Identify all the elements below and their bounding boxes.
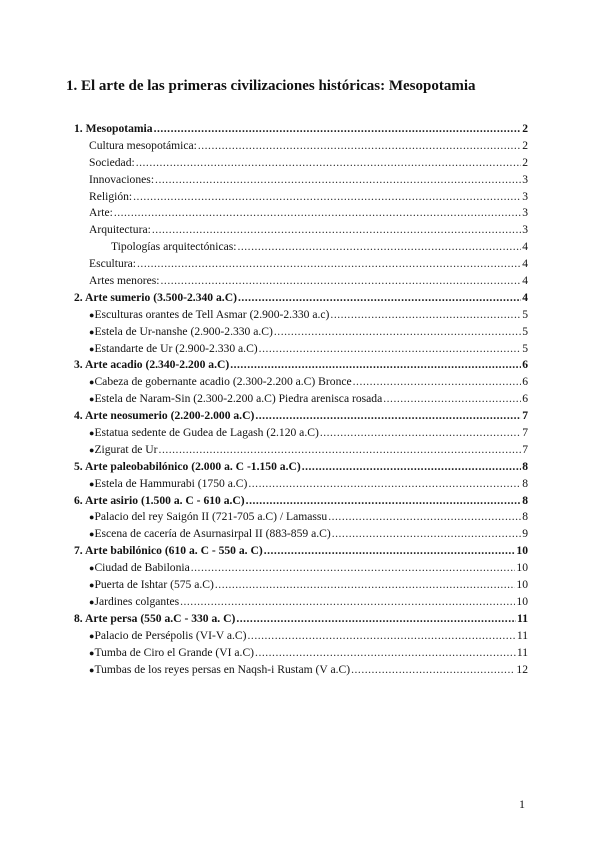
toc-entry[interactable] <box>74 342 528 359</box>
page-number: 1 <box>519 797 525 811</box>
toc-entry-label: Estatua sedente de Gudea de Lagash (2.120 a.C) <box>94 426 319 440</box>
toc-dot-leader <box>264 544 516 557</box>
toc-entry-page: 4 <box>522 274 528 288</box>
toc-entry-label: Palacio de Persépolis (VI-V a.C) <box>94 628 247 642</box>
bullet-icon: ● <box>89 512 95 523</box>
bullet-icon: ● <box>89 630 95 641</box>
toc-dot-leader <box>351 663 515 676</box>
toc-entry-page: 2 <box>522 155 528 169</box>
toc-entry[interactable] <box>74 443 528 460</box>
toc-entry-page: 9 <box>522 527 528 541</box>
toc-entry-label: Estela de Hammurabi (1750 a.C) <box>94 476 248 490</box>
toc-entry-page: 2 <box>522 138 528 152</box>
toc-entry-page: 3 <box>522 172 528 186</box>
toc-entry-page: 3 <box>522 206 528 220</box>
bullet-icon: ● <box>89 596 95 607</box>
toc-entry-label: Jardines colgantes <box>94 594 180 608</box>
toc-dot-leader <box>332 527 521 540</box>
toc-entry[interactable] <box>74 663 528 680</box>
toc-entry[interactable] <box>74 392 528 409</box>
toc-entry-page: 5 <box>522 341 528 355</box>
toc-entry-label: 4. Arte neosumerio (2.200-2.000 a.C) <box>74 409 255 423</box>
toc-entry-page: 12 <box>516 662 528 676</box>
toc-entry-page: 8 <box>522 510 528 524</box>
toc-entry[interactable] <box>74 173 528 190</box>
toc-entry[interactable] <box>74 477 528 494</box>
toc-dot-leader <box>383 392 521 405</box>
toc-entry-label: Arquitectura: <box>89 223 151 237</box>
toc-entry-page: 4 <box>522 290 528 304</box>
toc-entry-page: 8 <box>522 459 528 473</box>
toc-entry-page: 10 <box>516 544 528 558</box>
toc-entry[interactable] <box>74 223 528 240</box>
bullet-icon: ● <box>89 377 95 388</box>
toc-entry-page: 3 <box>522 189 528 203</box>
toc-entry[interactable] <box>74 257 528 274</box>
toc-dot-leader <box>302 460 521 473</box>
toc-dot-leader <box>133 190 521 203</box>
toc-entry-page: 6 <box>522 358 528 372</box>
toc-entry-label: Religión: <box>89 189 133 203</box>
toc-dot-leader <box>154 122 522 135</box>
toc-entry-label: Tipologías arquitectónicas: <box>111 240 237 254</box>
toc-entry-label: Arte: <box>89 206 113 220</box>
toc-entry-page: 4 <box>522 240 528 254</box>
toc-entry[interactable] <box>74 561 528 578</box>
toc-entry[interactable] <box>74 544 528 561</box>
toc-entry-label: Esculturas orantes de Tell Asmar (2.900-2.330 a.c) <box>94 307 330 321</box>
toc-entry-page: 6 <box>522 375 528 389</box>
toc-entry-page: 8 <box>522 493 528 507</box>
toc-entry-label: Estandarte de Ur (2.900-2.330 a.C) <box>94 341 258 355</box>
toc-entry-page: 4 <box>522 257 528 271</box>
toc-entry-label: 5. Arte paleobabilónico (2.000 a. C -1.150 a.C) <box>74 459 301 473</box>
toc-entry-label: Cabeza de gobernante acadio (2.300-2.200 a.C) Bronce <box>94 375 352 389</box>
toc-entry[interactable] <box>74 139 528 156</box>
toc-dot-leader <box>191 561 516 574</box>
toc-dot-leader <box>246 494 522 507</box>
toc-dot-leader <box>159 443 522 456</box>
toc-entry-label: 3. Arte acadio (2.340-2.200 a.C) <box>74 358 230 372</box>
toc-dot-leader <box>248 629 516 642</box>
toc-entry-label: Tumbas de los reyes persas en Naqsh-i Rustam (V a.C) <box>94 662 351 676</box>
toc-dot-leader <box>230 358 521 371</box>
toc-dot-leader <box>155 173 521 186</box>
toc-entry-label: Escena de cacería de Asurnasirpal II (883-859 a.C) <box>94 527 331 541</box>
toc-dot-leader <box>259 342 522 355</box>
toc-entry-page: 11 <box>516 645 528 659</box>
toc-entry-page: 5 <box>522 307 528 321</box>
toc-entry-label: Palacio del rey Saigón II (721-705 a.C) / Lamassu <box>94 510 328 524</box>
toc-dot-leader <box>274 325 521 338</box>
toc-entry-page: 10 <box>516 594 528 608</box>
toc-entry-page: 11 <box>517 611 528 625</box>
toc-entry-page: 7 <box>522 426 528 440</box>
bullet-icon: ● <box>89 309 95 320</box>
toc-dot-leader <box>328 510 521 523</box>
toc-entry-label: Sociedad: <box>89 155 135 169</box>
toc-entry-label: Artes menores: <box>89 274 160 288</box>
toc-dot-leader <box>237 240 521 253</box>
toc-entry[interactable] <box>74 122 528 139</box>
toc-entry-label: Estela de Ur-nanshe (2.900-2.330 a.C) <box>94 324 273 338</box>
toc-entry[interactable] <box>74 460 528 477</box>
toc-dot-leader <box>215 578 516 591</box>
toc-entry-page: 2 <box>522 122 528 135</box>
toc-entry[interactable] <box>74 426 528 443</box>
toc-entry[interactable] <box>74 274 528 291</box>
toc-dot-leader <box>238 291 521 304</box>
toc-dot-leader <box>114 206 521 219</box>
toc-entry[interactable] <box>74 612 528 629</box>
toc-entry-page: 6 <box>522 392 528 406</box>
bullet-icon: ● <box>89 563 95 574</box>
toc-entry[interactable] <box>74 578 528 595</box>
bullet-icon: ● <box>89 580 95 591</box>
toc-entry[interactable] <box>74 358 528 375</box>
bullet-icon: ● <box>89 444 95 455</box>
bullet-icon: ● <box>89 529 95 540</box>
toc-dot-leader <box>255 409 521 422</box>
toc-entry-page: 11 <box>516 628 528 642</box>
toc-entry-label: Puerta de Ishtar (575 a.C) <box>94 578 214 592</box>
toc-dot-leader <box>353 375 522 388</box>
bullet-icon: ● <box>89 343 95 354</box>
toc-entry-page: 10 <box>516 578 528 592</box>
toc-entry[interactable] <box>74 494 528 511</box>
toc-entry-page: 3 <box>522 223 528 237</box>
toc-entry[interactable] <box>74 629 528 646</box>
toc-entry-page: 8 <box>522 476 528 490</box>
bullet-icon: ● <box>89 664 95 675</box>
toc-entry-label: Cultura mesopotámica: <box>89 138 197 152</box>
toc-dot-leader <box>255 646 516 659</box>
toc-dot-leader <box>236 612 516 625</box>
toc-entry-label: Escultura: <box>89 257 137 271</box>
toc-dot-leader <box>330 308 521 321</box>
toc-entry-page: 10 <box>516 561 528 575</box>
toc-entry-label: Zigurat de Ur <box>94 442 158 456</box>
toc-entry[interactable] <box>74 595 528 612</box>
toc-entry-page: 7 <box>522 442 528 456</box>
table-of-contents <box>74 122 528 679</box>
toc-entry-label: Ciudad de Babilonia <box>94 561 190 575</box>
bullet-icon: ● <box>89 394 95 405</box>
toc-entry[interactable] <box>74 156 528 173</box>
toc-entry[interactable] <box>74 308 528 325</box>
toc-dot-leader <box>161 274 522 287</box>
toc-dot-leader <box>136 156 521 169</box>
toc-entry-label: 1. Mesopotamia <box>74 122 153 135</box>
toc-entry[interactable] <box>74 646 528 663</box>
toc-dot-leader <box>137 257 521 270</box>
toc-entry-label: Tumba de Ciro el Grande (VI a.C) <box>94 645 255 659</box>
toc-entry[interactable] <box>74 527 528 544</box>
toc-entry-page: 7 <box>522 409 528 423</box>
toc-entry-page: 5 <box>522 324 528 338</box>
toc-dot-leader <box>180 595 515 608</box>
toc-entry-label: 7. Arte babilónico (610 a. C - 550 a. C) <box>74 544 263 558</box>
toc-entry-label: 6. Arte asirio (1.500 a. C - 610 a.C) <box>74 493 245 507</box>
bullet-icon: ● <box>89 478 95 489</box>
document-title: 1. El arte de las primeras civilizaciones históricas: Mesopotamia <box>66 78 476 94</box>
toc-entry[interactable] <box>74 409 528 426</box>
bullet-icon: ● <box>89 647 95 658</box>
toc-entry[interactable] <box>74 240 528 257</box>
toc-entry-label: Innovaciones: <box>89 172 155 186</box>
toc-dot-leader <box>248 477 521 490</box>
toc-dot-leader <box>198 139 521 152</box>
toc-entry[interactable] <box>74 190 528 207</box>
toc-dot-leader <box>320 426 521 439</box>
bullet-icon: ● <box>89 326 95 337</box>
toc-entry-label: 8. Arte persa (550 a.C - 330 a. C) <box>74 611 236 625</box>
toc-entry[interactable] <box>74 206 528 223</box>
toc-entry-label: 2. Arte sumerio (3.500-2.340 a.C) <box>74 290 237 304</box>
toc-entry-label: Estela de Naram-Sin (2.300-2.200 a.C) Piedra arenisca rosada <box>94 392 383 406</box>
toc-entry[interactable] <box>74 375 528 392</box>
toc-entry[interactable] <box>74 291 528 308</box>
toc-entry[interactable] <box>74 325 528 342</box>
toc-entry[interactable] <box>74 510 528 527</box>
toc-dot-leader <box>152 223 521 236</box>
bullet-icon: ● <box>89 428 95 439</box>
